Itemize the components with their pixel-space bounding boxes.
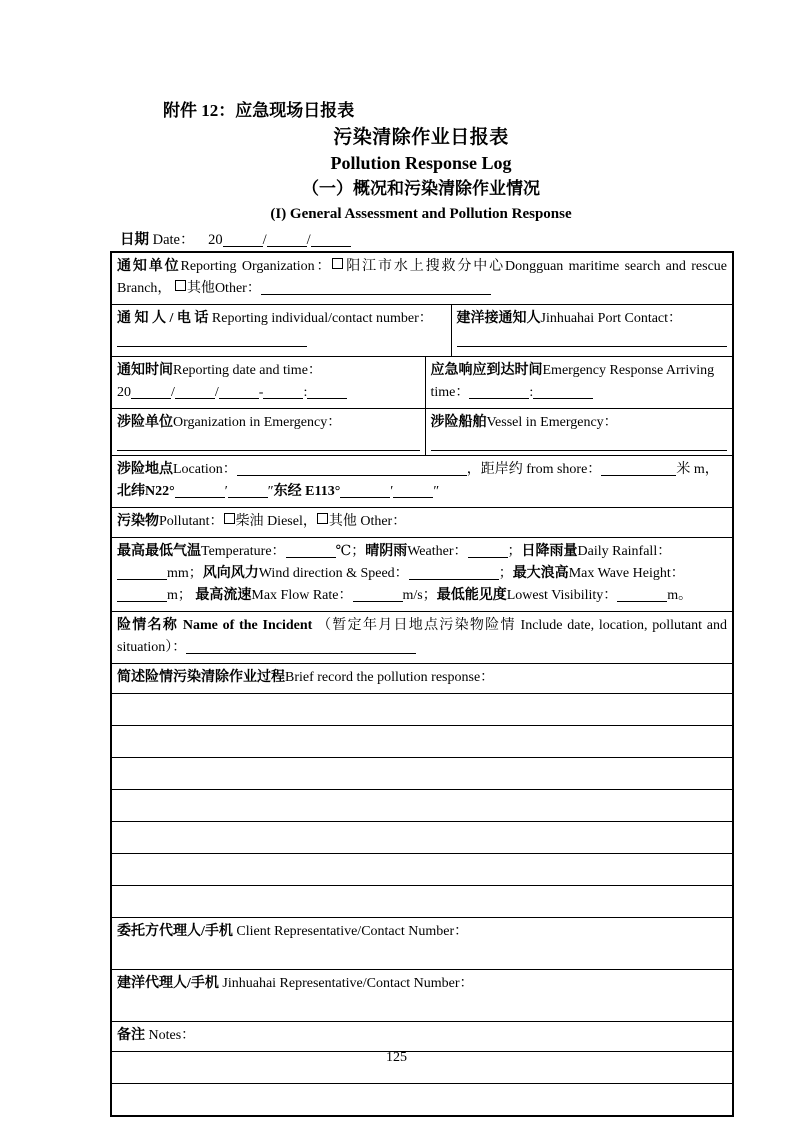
cell-blank-response-4[interactable] — [111, 790, 733, 822]
checkbox-reporting-org-option1[interactable] — [332, 258, 343, 269]
cell-jinhuahai-port-contact — [451, 305, 733, 357]
date-label-english: Date： — [152, 232, 195, 248]
incident-name-label-en: Name of the Incident — [182, 618, 313, 633]
checkbox-reporting-org-option2[interactable] — [175, 280, 186, 291]
reporting-time-year-blank[interactable] — [131, 384, 171, 399]
table-row-pollutant — [111, 508, 733, 538]
reporting-org-option2-en: Other： — [214, 281, 261, 296]
date-day-blank[interactable] — [311, 232, 351, 247]
longitude-second-mark: ″ — [433, 484, 440, 499]
table-row-weather — [111, 538, 733, 612]
brief-record-label-cn: 简述险情污染清除作业过程 — [117, 670, 285, 685]
location-label-en: Location： — [173, 462, 237, 477]
reporting-org-label-en: Reporting Organization： — [180, 259, 333, 274]
reporting-person-blank[interactable] — [117, 332, 307, 347]
cell-notes[interactable] — [111, 1022, 733, 1052]
temperature-blank[interactable] — [286, 543, 336, 558]
wind-label-cn: 风向风力 — [202, 566, 259, 581]
longitude-seconds-blank[interactable] — [393, 483, 433, 498]
latitude-minute-mark: ′ — [224, 484, 228, 499]
pollutant-option1-cn: 柴油 — [235, 514, 264, 529]
vessel-emergency-label-en: Vessel in Emergency： — [486, 415, 618, 430]
flow-label-en: Max Flow Rate： — [251, 588, 353, 603]
cell-blank-notes-2[interactable] — [111, 1084, 733, 1117]
cell-location — [111, 456, 733, 508]
date-month-blank[interactable] — [267, 232, 307, 247]
temperature-label-cn: 最高最低气温 — [117, 544, 201, 559]
wind-blank[interactable] — [409, 565, 499, 580]
cell-blank-response-5[interactable] — [111, 822, 733, 854]
notes-label-en: Notes： — [148, 1028, 196, 1043]
from-shore-label-en: from shore： — [526, 462, 602, 477]
table-row-blank-response-5[interactable] — [111, 822, 733, 854]
pollutant-option2-en: Other： — [360, 514, 407, 529]
cell-organization-in-emergency — [111, 409, 425, 456]
subtitle-chinese: （一）概况和污染清除作业情况 — [302, 179, 540, 198]
client-rep-label-cn: 委托方代理人/手机 — [117, 924, 233, 939]
brief-record-label-en: Brief record the pollution response： — [285, 670, 495, 685]
cell-blank-response-1[interactable] — [111, 694, 733, 726]
rainfall-label-cn: 日降雨量 — [521, 544, 578, 559]
longitude-minute-mark: ′ — [390, 484, 394, 499]
client-rep-label-en: Client Representative/Contact Number： — [236, 924, 469, 939]
reporting-org-option1-en: Dongguan maritime search and rescue Branch， — [117, 259, 728, 296]
wind-label-en: Wind direction & Speed： — [258, 566, 409, 581]
attachment-heading: 附件 12：应急现场日报表 — [163, 101, 355, 120]
cell-reporting-time: 通知时间Reporting date and time： 20 / / - : — [111, 357, 425, 409]
visibility-blank[interactable] — [617, 587, 667, 602]
table-row-blank-response-7[interactable] — [111, 886, 733, 918]
latitude-minutes-blank[interactable] — [175, 483, 225, 498]
reporting-time-month-blank[interactable] — [175, 384, 215, 399]
table-row-blank-response-4[interactable] — [111, 790, 733, 822]
pollution-response-table — [110, 251, 734, 1117]
cell-incident-name — [111, 612, 733, 664]
reporting-org-option2-cn: 其他 — [186, 281, 215, 296]
table-row-incident-name — [111, 612, 733, 664]
emergency-arriving-label-en: Emergency Response Arriving time： — [430, 363, 715, 400]
table-row-emergency-parties — [111, 409, 733, 456]
visibility-unit: m。 — [667, 588, 693, 603]
pollutant-label-en: Pollutant： — [159, 514, 224, 529]
weather-blank[interactable] — [468, 543, 508, 558]
flow-label-cn: 最高流速 — [195, 588, 252, 603]
reporting-org-label-cn: 通知单位 — [117, 259, 181, 274]
table-row-blank-response-6[interactable] — [111, 854, 733, 886]
rainfall-label-en: Daily Rainfall： — [577, 544, 672, 559]
visibility-label-cn: 最低能见度 — [436, 588, 507, 603]
latitude-value: N22° — [145, 484, 175, 499]
table-row-reporting-time — [111, 357, 733, 409]
org-emergency-label-en: Organization in Emergency： — [173, 415, 342, 430]
reporting-person-label-en: Reporting individual/contact number： — [211, 311, 433, 326]
notes-label-cn: 备注 — [117, 1028, 145, 1043]
from-shore-unit-cn: 米 — [676, 462, 691, 477]
pollutant-label-cn: 污染物 — [117, 514, 159, 529]
checkbox-pollutant-diesel[interactable] — [224, 513, 235, 524]
jinhuahai-contact-label-cn: 建洋接通知人 — [456, 311, 541, 326]
cell-brief-record — [111, 664, 733, 694]
weather-label-cn: 晴阴雨 — [365, 544, 408, 559]
table-row-location — [111, 456, 733, 508]
reporting-person-label-cn: 通 知 人 / 电 话 — [117, 311, 209, 326]
date-year-blank[interactable] — [223, 232, 263, 247]
cell-blank-response-7[interactable] — [111, 886, 733, 918]
page-number: 125 — [386, 1050, 407, 1065]
reporting-time-label-cn: 通知时间 — [117, 363, 173, 378]
table-row-blank-response-3[interactable] — [111, 758, 733, 790]
reporting-org-other-blank[interactable] — [261, 280, 491, 295]
vessel-emergency-label-cn: 涉险船舶 — [430, 415, 487, 430]
location-label-cn: 涉险地点 — [117, 462, 173, 477]
emergency-arriving-minute-blank[interactable] — [533, 384, 593, 399]
checkbox-pollutant-other[interactable] — [317, 513, 328, 524]
from-shore-blank[interactable] — [601, 461, 676, 476]
wave-blank[interactable] — [117, 587, 167, 602]
title-chinese: 污染清除作业日报表 — [333, 127, 509, 148]
table-row-client-representative — [111, 918, 733, 970]
longitude-label-cn: 东经 — [273, 484, 302, 499]
wind-separator: ； — [498, 566, 513, 581]
from-shore-label-cn: ，距岸约 — [466, 462, 523, 477]
latitude-seconds-blank[interactable] — [228, 483, 268, 498]
wave-unit: m； — [167, 588, 192, 603]
jinhuahai-contact-blank[interactable] — [457, 331, 728, 347]
org-emergency-blank[interactable] — [117, 435, 420, 451]
cell-weather — [111, 538, 733, 612]
table-row-brief-record — [111, 664, 733, 694]
weather-label-en: Weather： — [407, 544, 468, 559]
cell-blank-response-2[interactable] — [111, 726, 733, 758]
temperature-label-en: Temperature： — [201, 544, 286, 559]
emergency-arriving-hour-blank[interactable] — [469, 384, 529, 399]
wave-label-cn: 最大浪高 — [512, 566, 569, 581]
jinhuahai-contact-label-en: Jinhuahai Port Contact： — [540, 311, 683, 326]
table-row-jinhuahai-representative — [111, 970, 733, 1022]
reporting-time-label-en: Reporting date and time： — [173, 363, 322, 378]
table-row-blank-notes-2[interactable] — [111, 1084, 733, 1117]
reporting-org-option1-cn: 阳江市水上搜救分中心 — [344, 259, 505, 274]
cell-jinhuahai-representative[interactable] — [111, 970, 733, 1022]
vessel-emergency-blank[interactable] — [431, 435, 728, 451]
cell-blank-response-6[interactable] — [111, 854, 733, 886]
pollutant-option1-en: Diesel， — [267, 514, 317, 529]
emergency-arriving-label-cn: 应急响应到达时间 — [430, 363, 543, 378]
cell-blank-response-3[interactable] — [111, 758, 733, 790]
visibility-label-en: Lowest Visibility： — [506, 588, 618, 603]
subtitle-english: (I) General Assessment and Pollution Response — [270, 206, 572, 222]
reporting-time-day-blank[interactable] — [219, 384, 259, 399]
table-row-blank-response-1[interactable] — [111, 694, 733, 726]
cell-reporting-person — [111, 305, 451, 357]
latitude-second-mark: ″ — [267, 484, 274, 499]
from-shore-unit-en: m， — [693, 462, 719, 477]
heading-block — [110, 98, 732, 226]
cell-client-representative[interactable] — [111, 918, 733, 970]
pollutant-option2-cn: 其他 — [328, 514, 357, 529]
reporting-time-year-prefix: 20 — [117, 385, 131, 400]
reporting-time-minute-blank[interactable] — [307, 384, 347, 399]
jinhuahai-rep-label-cn: 建洋代理人/手机 — [117, 976, 219, 991]
latitude-label-cn: 北纬 — [117, 484, 145, 499]
rainfall-blank[interactable] — [117, 565, 167, 580]
flow-blank[interactable] — [353, 587, 403, 602]
table-row-notes — [111, 1022, 733, 1052]
incident-name-note-cn: （暂定年月日地点污染物险情 — [317, 618, 516, 633]
weather-separator: ； — [507, 544, 522, 559]
cell-pollutant — [111, 508, 733, 538]
title-english: Pollution Response Log — [330, 153, 512, 173]
date-label-chinese: 日期 — [120, 232, 149, 248]
wave-label-en: Max Wave Height： — [568, 566, 685, 581]
table-row-reporting-organization — [111, 252, 733, 305]
table-row-blank-response-2[interactable] — [111, 726, 733, 758]
org-emergency-label-cn: 涉险单位 — [117, 415, 173, 430]
cell-vessel-in-emergency — [425, 409, 733, 456]
incident-name-note-en: Include date, location, pollutant and situation）： — [117, 618, 728, 655]
flow-unit: m/s； — [402, 588, 437, 603]
longitude-value: E113° — [305, 484, 341, 499]
date-year-prefix: 20 — [208, 232, 223, 248]
incident-name-label-cn: 险情名称 — [117, 618, 179, 633]
cell-reporting-organization — [111, 252, 733, 305]
rainfall-unit: mm； — [167, 566, 203, 581]
reporting-time-hour-blank[interactable] — [263, 384, 303, 399]
incident-name-blank[interactable] — [186, 639, 416, 654]
temperature-unit: ℃； — [335, 544, 366, 559]
jinhuahai-rep-label-en: Jinhuahai Representative/Contact Number： — [222, 976, 474, 991]
date-line: 日期 Date： 20 / / — [120, 230, 351, 250]
table-row-reporting-person — [111, 305, 733, 357]
longitude-minutes-blank[interactable] — [340, 483, 390, 498]
cell-emergency-arriving-time: 应急响应到达时间Emergency Response Arriving time： : — [425, 357, 733, 409]
location-blank[interactable] — [237, 461, 467, 476]
